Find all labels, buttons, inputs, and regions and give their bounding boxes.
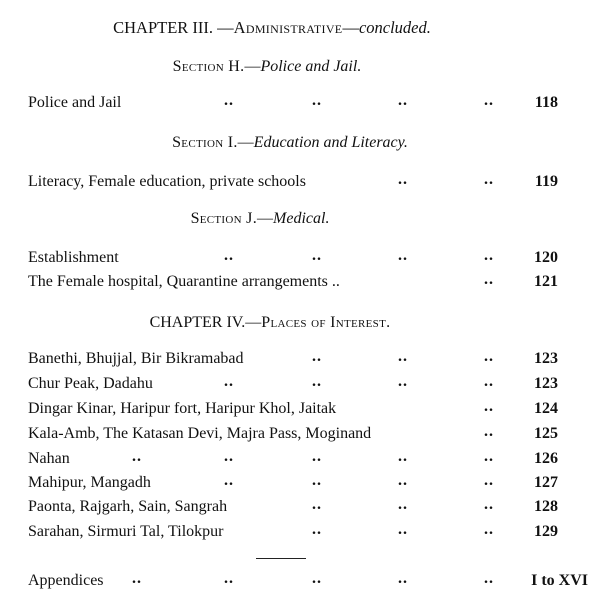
toc-entry: [28, 450, 558, 472]
toc-entry: [28, 498, 558, 520]
toc-entry-page: 127: [534, 474, 558, 491]
chapter-iii-subject: Administrative: [233, 18, 343, 37]
section-i-dash: —: [237, 134, 254, 151]
toc-entry-page: 129: [534, 523, 558, 540]
toc-entry-label: Chur Peak, Dadahu: [28, 375, 153, 392]
dot-leaders: ..: [484, 398, 494, 415]
toc-entry: [28, 425, 558, 447]
toc-entry-label: Establishment: [28, 249, 119, 266]
chapter-iv-heading: [0, 314, 570, 332]
toc-entry: [28, 273, 558, 295]
section-j-heading: [0, 210, 560, 228]
toc-entry: [28, 400, 558, 422]
dot-leaders: .. .. ..: [312, 496, 494, 513]
toc-entry-page: I to XVI: [531, 572, 588, 589]
toc-entry-label: The Female hospital, Quarantine arrangements ..: [28, 273, 340, 290]
toc-entry-page: 118: [534, 94, 558, 111]
toc-entry-page: 128: [534, 498, 558, 515]
toc-entry: [28, 474, 558, 496]
toc-entry-page: 123: [534, 350, 558, 367]
toc-entry-page: 123: [534, 375, 558, 392]
toc-entry-page: 121: [534, 273, 558, 290]
section-i-title: Education and Literacy.: [253, 134, 408, 151]
section-j-title: Medical.: [273, 210, 330, 227]
toc-entry-label: Appendices: [28, 572, 104, 589]
dot-leaders: ..: [484, 271, 494, 288]
dot-leaders: .. .. ..: [312, 521, 494, 538]
toc-entry-page: 119: [534, 173, 558, 190]
toc-entry: [28, 523, 558, 545]
toc-entry: [28, 350, 558, 372]
toc-entry-page: 120: [534, 249, 558, 266]
dot-leaders: .. ..: [398, 171, 494, 188]
dot-leaders: .. .. .. .. ..: [132, 570, 494, 587]
section-i-heading: [0, 134, 590, 152]
dot-leaders: .. .. .. ..: [224, 247, 494, 264]
chapter-iv-prefix: CHAPTER IV.: [149, 314, 246, 331]
toc-entry: [28, 572, 588, 594]
toc-entry-page: 126: [534, 450, 558, 467]
dot-leaders: .. .. .. ..: [224, 373, 494, 390]
toc-entry-label: Sarahan, Sirmuri Tal, Tilokpur: [28, 523, 224, 540]
toc-entry-page: 125: [534, 425, 558, 442]
toc-entry: [28, 94, 558, 116]
chapter-iii-heading: [0, 18, 572, 38]
section-h-heading: [0, 58, 567, 76]
dot-leaders: ..: [484, 423, 494, 440]
toc-entry: [28, 375, 558, 397]
toc-entry: [28, 173, 558, 195]
section-i-prefix: Section I.: [172, 134, 238, 151]
chapter-iii-dash-2: —: [342, 18, 359, 37]
toc-entry-label: Literacy, Female education, private schools: [28, 173, 306, 190]
toc-entry-page: 124: [534, 400, 558, 417]
section-j-prefix: Section J.: [190, 210, 258, 227]
section-h-dash: —: [244, 58, 261, 75]
section-h-title: Police and Jail.: [260, 58, 362, 75]
section-h-prefix: Section H.: [172, 58, 245, 75]
chapter-iii-dash: —: [213, 18, 234, 37]
toc-entry: [28, 249, 558, 271]
dot-leaders: .. .. .. ..: [224, 92, 494, 109]
toc-entry-label: Kala-Amb, The Katasan Devi, Majra Pass, Moginand: [28, 425, 372, 442]
toc-entry-label: Banethi, Bhujjal, Bir Bikramabad: [28, 350, 244, 367]
dot-leaders: .. .. .. .. ..: [132, 448, 494, 465]
chapter-iii-prefix: CHAPTER III.: [113, 18, 214, 37]
section-j-dash: —: [257, 210, 274, 227]
chapter-iv-subject: Places of Interest.: [261, 314, 391, 331]
toc-entry-label: Paonta, Rajgarh, Sain, Sangrah: [28, 498, 228, 515]
chapter-iii-concluded: concluded.: [358, 18, 431, 37]
toc-entry-label: Nahan: [28, 450, 70, 467]
toc-entry-label: Mahipur, Mangadh: [28, 474, 151, 491]
toc-entry-label: Police and Jail: [28, 94, 122, 111]
divider-rule: [256, 558, 306, 559]
dot-leaders: .. .. .. ..: [224, 472, 494, 489]
chapter-iv-dash: —: [245, 314, 262, 331]
toc-entry-label: Dingar Kinar, Haripur fort, Haripur Khol, Jaitak: [28, 400, 337, 417]
dot-leaders: .. .. ..: [312, 348, 494, 365]
